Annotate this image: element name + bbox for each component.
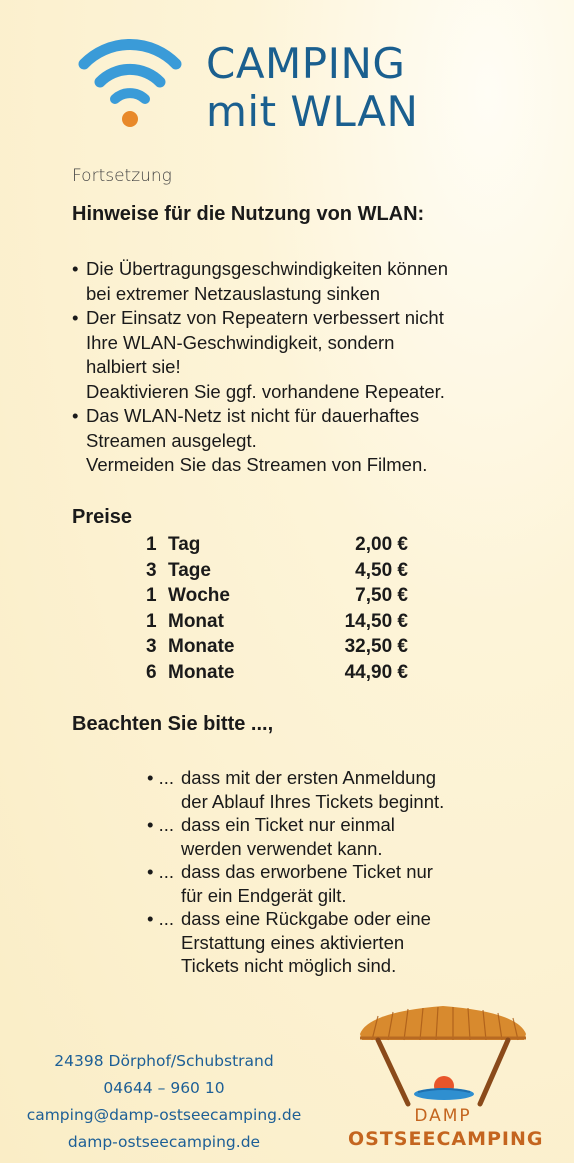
hint-item	[72, 404, 542, 478]
note-line: Tickets nicht möglich sind.	[181, 955, 397, 976]
price-unit: Monat	[168, 610, 224, 632]
note-item	[147, 860, 527, 907]
price-qty: 1	[146, 585, 157, 606]
wifi-icon	[78, 34, 182, 130]
note-prefix: • ...	[147, 767, 175, 788]
price-qty: 3	[146, 559, 157, 581]
page-title	[206, 40, 418, 136]
price-qty: 6	[146, 661, 157, 683]
note-prefix: • ...	[147, 861, 175, 882]
title-line-1: CAMPING	[206, 39, 406, 88]
note-line: für ein Endgerät gilt.	[181, 884, 347, 906]
contact-phone[interactable]: 04644 – 960 10	[103, 1079, 225, 1097]
contact-email[interactable]: camping@damp-ostseecamping.de	[26, 1106, 302, 1124]
price-unit: Tage	[168, 559, 211, 581]
continuation-label: Fortsetzung	[72, 166, 172, 186]
hint-line: Ihre WLAN-Geschwindigkeit, sondern	[86, 331, 395, 353]
hint-line: Streamen ausgelegt.	[86, 429, 257, 451]
logo-line-2: OSTSEECAMPING	[348, 1128, 544, 1150]
note-prefix: • ...	[147, 814, 175, 835]
price-value: 7,50 €	[355, 585, 408, 606]
price-unit: Woche	[168, 585, 230, 606]
price-unit: Monate	[168, 636, 235, 657]
bullet: •	[72, 405, 79, 426]
note-line: dass ein Ticket nur einmal	[181, 814, 395, 835]
note-prefix: • ...	[147, 908, 175, 929]
note-line: Erstattung eines aktivierten	[181, 931, 405, 953]
price-value: 14,50 €	[344, 610, 408, 632]
price-table	[146, 532, 408, 685]
note-item	[147, 907, 527, 978]
note-line: dass mit der ersten Anmeldung	[181, 767, 437, 788]
contact-address: 24398 Dörphof/Schubstrand	[54, 1052, 274, 1070]
price-row	[146, 558, 408, 584]
price-row	[146, 609, 408, 635]
price-value: 32,50 €	[344, 636, 408, 657]
hint-line: Der Einsatz von Repeatern verbessert nicht	[86, 307, 444, 328]
note-line: dass eine Rückgabe oder eine	[181, 908, 431, 929]
bullet: •	[72, 307, 79, 328]
price-row	[146, 532, 408, 558]
hint-item	[72, 306, 542, 404]
bullet: •	[72, 258, 79, 279]
notes-list	[147, 766, 527, 978]
notes-heading: Beachten Sie bitte ...,	[72, 713, 274, 735]
hint-line: halbiert sie!	[86, 356, 181, 377]
thatched-shelter-icon	[348, 1000, 538, 1110]
note-line: dass das erworbene Ticket nur	[181, 861, 433, 882]
price-row	[146, 634, 408, 660]
price-value: 44,90 €	[344, 661, 408, 683]
price-value: 4,50 €	[355, 559, 408, 581]
title-line-2: mit WLAN	[206, 87, 419, 136]
hint-line: Das WLAN-Netz ist nicht für dauerhaftes	[86, 405, 420, 426]
note-line: werden verwendet kann.	[181, 837, 383, 859]
price-qty: 3	[146, 636, 157, 657]
hints-list	[72, 257, 542, 478]
hints-heading: Hinweise für die Nutzung von WLAN:	[72, 203, 425, 225]
price-qty: 1	[146, 610, 157, 632]
prices-heading: Preise	[72, 506, 133, 528]
contact-website[interactable]: damp-ostseecamping.de	[67, 1133, 261, 1151]
note-line: der Ablauf Ihres Tickets beginnt.	[181, 790, 445, 812]
logo-line-1: DAMP	[414, 1106, 472, 1126]
hint-line: Vermeiden Sie das Streamen von Filmen.	[86, 454, 428, 475]
price-qty: 1	[146, 534, 157, 555]
price-row	[146, 660, 408, 686]
price-row	[146, 583, 408, 609]
hint-line: Deaktivieren Sie ggf. vorhandene Repeater.	[86, 380, 445, 402]
note-item	[147, 813, 527, 860]
hint-item	[72, 257, 542, 306]
price-unit: Monate	[168, 661, 235, 683]
contact-block	[14, 1048, 314, 1156]
price-value: 2,00 €	[355, 534, 408, 555]
price-unit: Tag	[168, 534, 201, 555]
damp-ostseecamping-logo	[348, 1000, 544, 1160]
note-item	[147, 766, 527, 813]
hint-line: Die Übertragungsgeschwindigkeiten können	[86, 258, 449, 279]
hint-line: bei extremer Netzauslastung sinken	[86, 282, 381, 304]
